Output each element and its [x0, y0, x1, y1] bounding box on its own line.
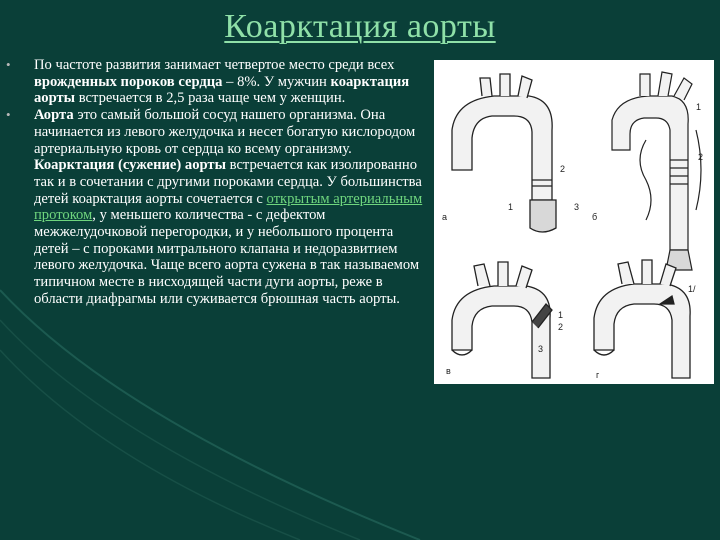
annotation-2: 2 [560, 164, 566, 174]
figure-label-d: г [596, 370, 600, 380]
annotation-6: 1 [558, 310, 564, 320]
bullet-list [6, 57, 431, 308]
text-segment: встречается в 2,5 раза чаще чем у женщин. [75, 90, 346, 107]
text-segment: встречается как изолированно так и в сочетании с другими пороками сердца. У большинства детей коарктация аорты сочетается с [34, 157, 422, 207]
annotation-7: 2 [558, 322, 564, 332]
annotation-3: 3 [574, 202, 580, 212]
annotation-8: 3 [538, 344, 544, 354]
text-segment: По частоте развития занимает четвертое место среди всех [34, 57, 395, 73]
annotation-4: 1 [696, 102, 702, 112]
annotation-5: 2 [698, 152, 704, 162]
bullet-paragraph-1 [6, 57, 431, 107]
text-segment-bold: Коарктация (сужение) аорты [34, 157, 226, 174]
figure-label-b: б [592, 212, 598, 222]
aorta-coarctation-figure [434, 60, 714, 384]
text-segment: , у меньшего количества - с дефектом межжелудочковой перегородки, и у небольшого процента детей – с пороками митрального клапана и недоразвитием левого желудочка. Чаще всего аорта сужена в так называемом типичном месте в нисходящей части дуги аорты, реже в области диафрагмы или суживается брюшная часть аорты. [34, 207, 420, 307]
bullet-paragraph-2 [6, 107, 431, 307]
panel-a-drawing [452, 74, 556, 232]
text-segment: это самый большой сосуд нашего организма. Она начинается из левого желудочка и несет богатую кислородом артериальную кровь от сердца ко всему организму. [34, 107, 416, 157]
aorta-diagram-svg [434, 60, 714, 384]
panel-d-drawing [594, 260, 690, 378]
annotation-1: 1 [508, 202, 514, 212]
annotation-9: 1/ [688, 284, 696, 294]
figure-label-c: в [446, 366, 451, 376]
bullet-icon: • [6, 107, 11, 123]
ductus-arteriosus-link[interactable]: открытым артериальным протоком [34, 190, 423, 224]
slide-title: Коарктация аорты [224, 8, 496, 45]
bullet-icon: • [6, 57, 11, 72]
text-segment-bold: врожденных пороков сердца [34, 73, 223, 90]
text-segment-bold: коарктация аорты [34, 73, 410, 107]
text-segment-bold: Аорта [34, 107, 74, 124]
panel-c-drawing [452, 262, 552, 378]
panel-b-drawing [612, 72, 704, 270]
text-segment: – 8%. У мужчин [222, 73, 331, 90]
figure-label-a: а [442, 212, 448, 222]
